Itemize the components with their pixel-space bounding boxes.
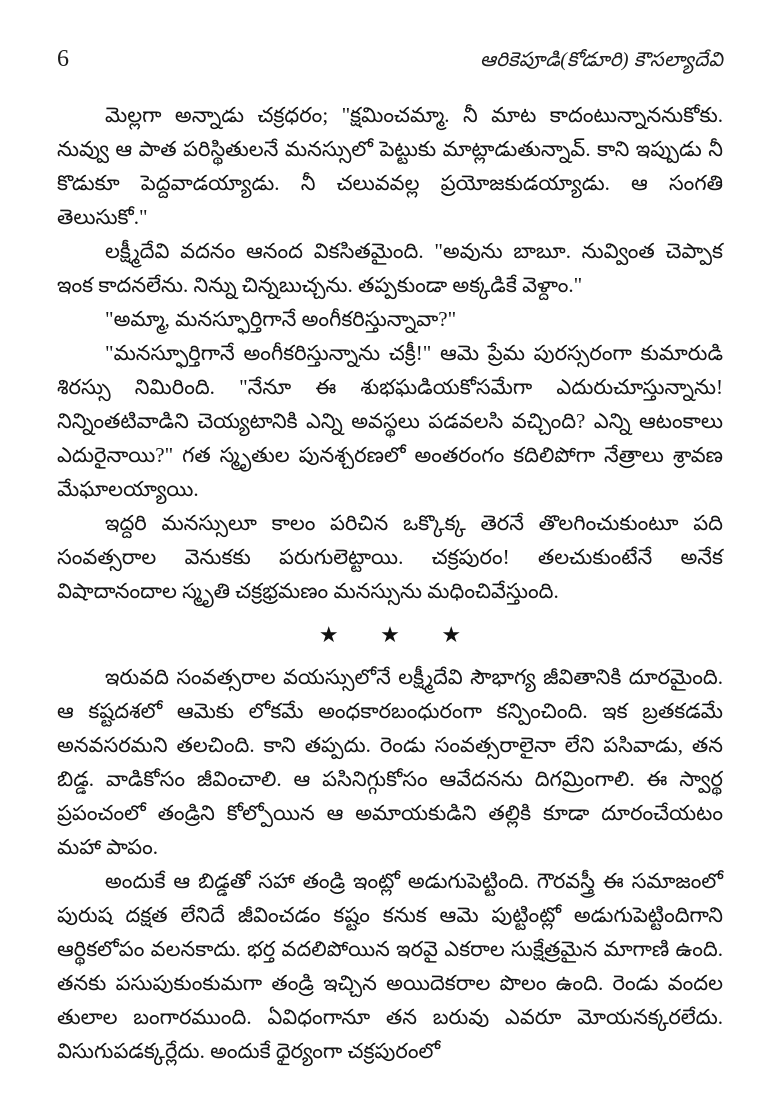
star-separator: ★ ★ ★ (318, 622, 480, 647)
page-text (57, 98, 723, 1068)
paragraph-2: లక్ష్మీదేవి వదనం ఆనంద వికసితమైంది. "అవును బాబూ. నువ్వింత చెప్పాక ఇంక కాదనలేను. నిన్ను చిన్నబుచ్చను. తప్పకుండా అక్కడికే వెళ్దాం." (57, 239, 723, 297)
paragraph-4: "మనస్ఫూర్తిగానే అంగీకరిస్తున్నాను చక్రీ!" ఆమె ప్రేమ పురస్సరంగా కుమారుడి శిరస్సు నిమిరింది. "నేనూ ఈ శుభఘడియకోసమేగా ఎదురుచూస్తున్నాను! నిన్నింతటివాడిని చెయ్యటానికి ఎన్ని అవస్థలు పడవలసి వచ్చింది? ఎన్ని ఆటంకాలు ఎదురైనాయి?" గత స్మృతుల పునశ్చరణలో అంతరంగం కదిలిపోగా నేత్రాలు శ్రావణ మేఘాలయ్యాయి. (57, 341, 723, 501)
page-header (57, 46, 723, 76)
paragraph-1: మెల్లగా అన్నాడు చక్రధరం; "క్షమించమ్మా. నీ మాట కాదంటున్నాననుకోకు. నువ్వు ఆ పాత పరిస్థితులనే మనస్సులో పెట్టుకు మాట్లాడుతున్నావ్. కాని ఇప్పుడు నీ కొడుకూ పెద్దవాడయ్యాడు. నీ చలువవల్ల ప్రయోజకుడయ్యాడు. ఆ సంగతి తెలుసుకో." (57, 103, 723, 229)
page-number: 6 (57, 46, 69, 72)
paragraph-7: అందుకే ఆ బిడ్డతో సహా తండ్రి ఇంట్లో అడుగుపెట్టింది. గౌరవస్త్రీ ఈ సమాజంలో పురుష దక్షత లేనిదే జీవించడం కష్టం కనుక ఆమె పుట్టింట్లో అడుగుపెట్టిందిగాని ఆర్థికలోపం వలనకాదు. భర్త వదలిపోయిన ఇరవై ఎకరాల సుక్షేత్రమైన మాగాణి ఉంది. తనకు పసుపుకుంకుమగా తండ్రి ఇచ్చిన అయిదెకరాల పొలం ఉంది. రెండు వందల తులాల బంగారముంది. ఏవిధంగానూ తన బరువు ఎవరూ మోయనక్కరలేదు. విసుగుపడక్కర్లేదు. అందుకే ధైర్యంగా చక్రపురంలో (57, 869, 723, 1063)
paragraph-5: ఇద్దరి మనస్సులూ కాలం పరిచిన ఒక్కొక్క తెరనే తొలగించుకుంటూ పది సంవత్సరాల వెనుకకు పరుగులెట్టాయి. చక్రపురం! తలచుకుంటేనే అనేక విషాదానందాల స్మృతి చక్రభ్రమణం మనస్సును మధించివేస్తుంది. (57, 511, 723, 603)
paragraph-3: "అమ్మా, మనస్ఫూర్తిగానే అంగీకరిస్తున్నావా?" (105, 307, 457, 331)
paragraph-6: ఇరువది సంవత్సరాల వయస్సులోనే లక్ష్మీదేవి సౌభాగ్య జీవితానికి దూరమైంది. ఆ కష్టదశలో ఆమెకు లోకమే అంధకారబంధురంగా కన్పించింది. ఇక బ్రతకడమే అనవసరమని తలచింది. కాని తప్పదు. రెండు సంవత్సరాలైనా లేని పసివాడు, తన బిడ్డ. వాడికోసం జీవించాలి. ఆ పసినిగ్గుకోసం ఆవేదనను దిగమ్రింగాలి. ఈ స్వార్థ ప్రపంచంలో తండ్రిని కోల్పోయిన ఆ అమాయకుడిని తల్లికి కూడా దూరంచేయటం మహా పాపం. (57, 665, 723, 859)
running-title: ఆరికెపూడి(కోడూరి) కౌసల్యాదేవి (479, 49, 723, 71)
